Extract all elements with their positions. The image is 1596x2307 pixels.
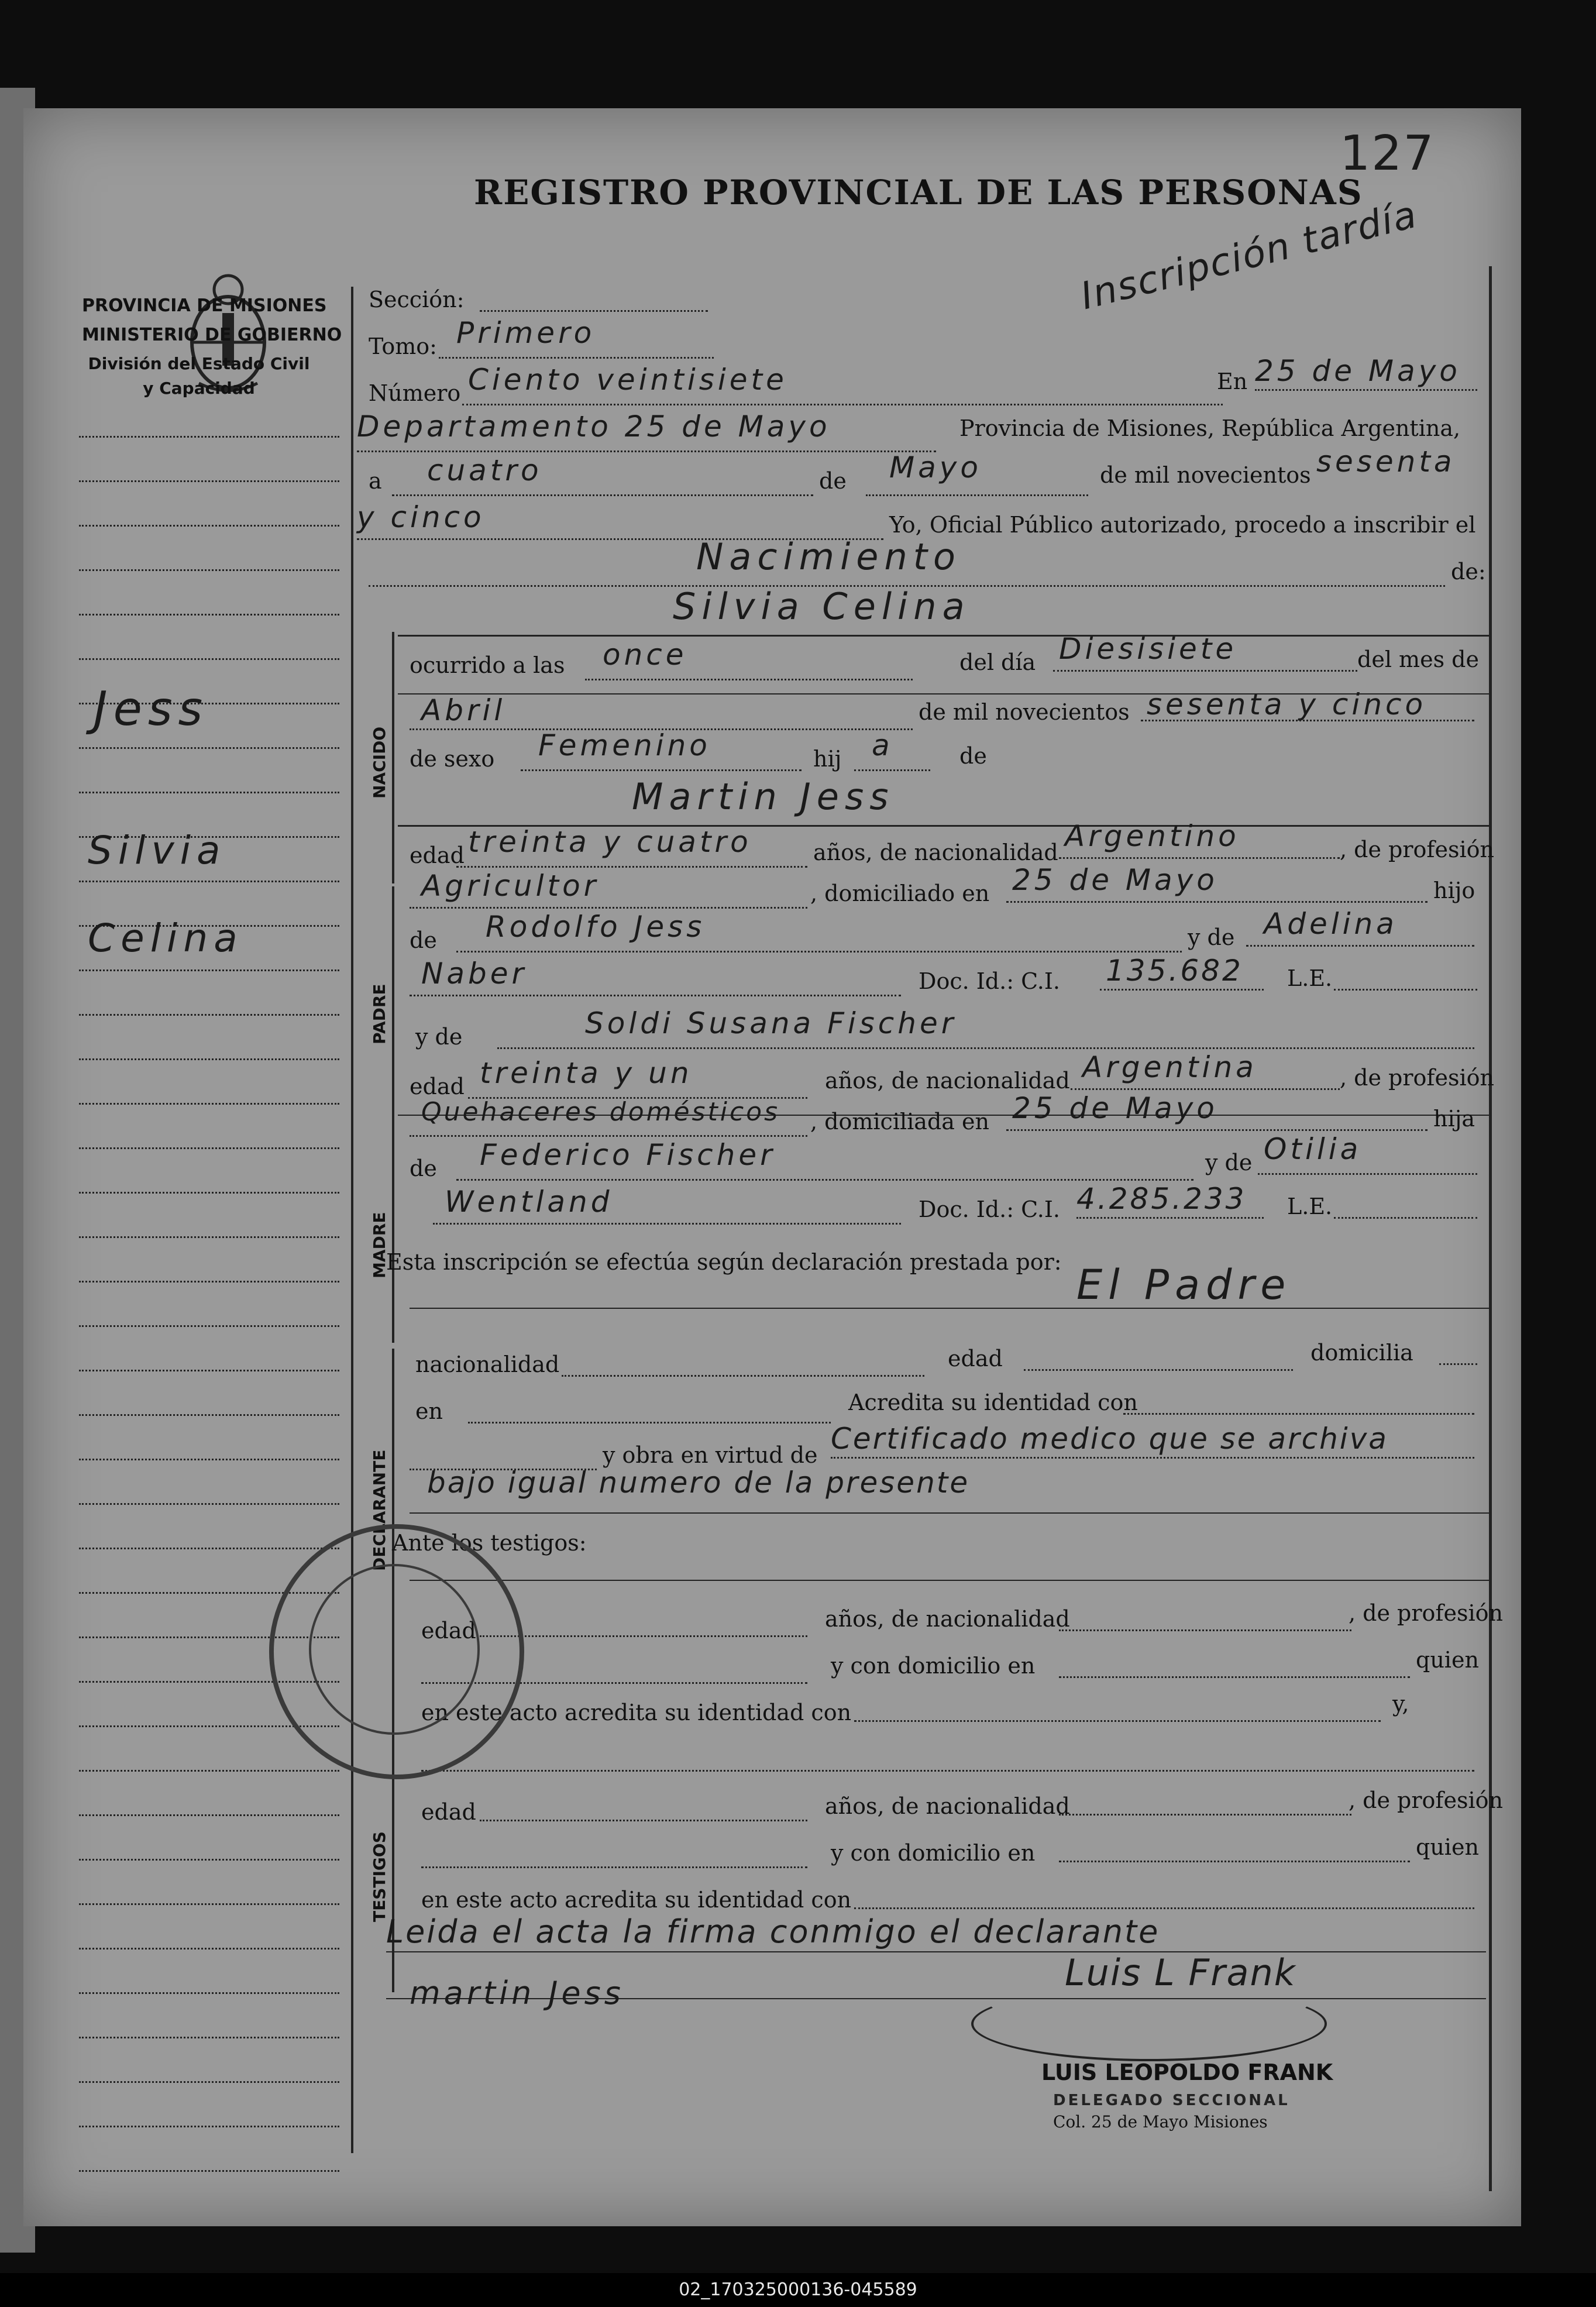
margin-line [79,747,339,749]
provincia-text: Provincia de Misiones, República Argentina, [959,415,1461,441]
sexo-label: de sexo [410,746,495,772]
madre-y-de-label: y de [415,1024,463,1050]
dia-value: cuatro [427,453,542,487]
margin-line [79,1236,339,1238]
margin-line [79,2037,339,2038]
page-title: REGISTRO PROVINCIAL DE LAS PERSONAS [474,173,1363,212]
testigos-intro: Ante los testigos: [392,1530,587,1556]
mes-value: Abril [421,693,506,727]
testigo2-dom-label: y con domicilio en [831,1840,1036,1866]
numero-label: Número [369,380,461,406]
mil-text: de mil novecientos [1100,462,1311,488]
madre-le-label: L.E. [1287,1194,1333,1219]
testigo2-quien-label: quien [1416,1834,1479,1860]
birth-record-page [23,108,1521,2226]
madre-madre-2: Wentland [445,1185,613,1219]
margin-line [79,1414,339,1416]
madre-prof-label: , de profesión [1340,1065,1494,1091]
padre-le-label: L.E. [1287,965,1333,991]
seccion-label: Sección: [369,287,465,312]
margin-line [79,1548,339,1549]
padre-dom-label: , domiciliado en [810,881,990,906]
testigo1-acredita-label: en este acto acredita su identidad con [421,1700,852,1725]
testigo1-y-label: y, [1392,1691,1409,1717]
padre-prof-label: , de profesión [1340,837,1494,862]
declarante-acredita-label: Acredita su identidad con [848,1390,1138,1415]
testigo2-edad-label: edad [421,1799,476,1825]
madre-nac-label: años, de nacionalidad [825,1068,1070,1094]
nacido-de-label: de [959,743,987,769]
margin-line [79,1992,339,1994]
declarante-obra-value: Certificado medico que se archiva [831,1422,1388,1456]
numero-value: Ciento veintisiete [468,363,787,397]
del-dia-label: del día [959,649,1036,675]
signature-flourish [971,1986,1327,2061]
nacido-side-label: NACIDO [370,726,389,799]
testigos-side-label: TESTIGOS [370,1831,389,1922]
madre-dom-label: , domiciliada en [810,1109,989,1134]
padre-madre-2: Naber [421,957,528,991]
testigo1-quien-label: quien [1416,1647,1479,1673]
nombre-value: Silvia Celina [673,585,971,628]
padre-edad-value: treinta y cuatro [468,825,752,859]
madre-prof-value: Quehaceres domésticos [421,1097,780,1127]
declarante-dom-label: domicilia [1310,1340,1413,1366]
madre-edad-value: treinta y un [480,1056,693,1090]
padre-de-label: de [410,927,437,953]
testigo1-edad-label: edad [421,1618,476,1644]
mes-value: Mayo [889,451,982,484]
padre-prof-value: Agricultor [421,869,600,903]
margin-line [79,614,339,616]
declarante-obra-label: y obra en virtud de [603,1442,818,1468]
official-place: Col. 25 de Mayo Misiones [1053,2112,1268,2131]
margin-line [79,658,339,660]
margin-line [79,1325,339,1327]
madre-de-label: de [410,1156,437,1181]
ocurrido-label: ocurrido a las [410,652,565,678]
testigo2-nac-label: años, de nacionalidad [825,1793,1070,1819]
margin-line [79,1503,339,1505]
madre-doc-value: 4.285.233 [1076,1182,1247,1216]
margin-line [79,2081,339,2083]
column-divider [351,287,353,2153]
tomo-value: Primero [456,316,596,350]
testigo1-prof-label: , de profesión [1349,1600,1503,1626]
margin-line [79,2126,339,2127]
padre-nac-label: años, de nacionalidad [813,840,1058,865]
division-label-2: y Capacidad [143,379,255,398]
right-border [1489,266,1492,2191]
handwritten-annotation: Inscripción tardía [1076,192,1422,319]
margin-line [79,2170,339,2172]
margin-line [79,969,339,971]
hora-value: once [603,638,687,672]
hij-label: hij [813,746,842,772]
page-number: 127 [1340,126,1435,181]
en-label: En [1217,369,1248,394]
official-title: DELEGADO SECCIONAL [1053,2092,1290,2109]
leida-text: Leida el acta la firma conmigo el declarante [386,1913,1160,1950]
tomo-label: Tomo: [369,333,437,359]
padre-edad-label: edad [410,843,465,868]
margin-line [79,881,339,882]
margin-line [79,1192,339,1194]
margin-surname: Jess [94,682,209,736]
padre-doc-value: 135.682 [1106,954,1243,988]
anio-value-2: y cinco [357,500,485,534]
declarante-intro: Esta inscripción se efectúa según declaración prestada por: [386,1249,1062,1275]
margin-line [79,569,339,571]
margin-line [79,1058,339,1060]
official-stamp [269,1524,524,1779]
testigo2-prof-label: , de profesión [1349,1787,1503,1813]
padre-doc-label: Doc. Id.: C.I. [919,968,1060,994]
anio-value: sesenta y cinco [1147,687,1427,721]
madre-padre: Federico Fischer [480,1138,776,1172]
margin-line [79,480,339,482]
margin-line [79,1014,339,1016]
image-id-footer: 02_170325000136-045589 [0,2273,1596,2307]
margin-line [79,1147,339,1149]
acto-value: Nacimiento [696,535,961,578]
testigo1-nac-label: años, de nacionalidad [825,1606,1070,1632]
margin-line [79,1903,339,1905]
madre-doc-label: Doc. Id.: C.I. [919,1197,1060,1222]
dia-value: Diesisiete [1059,632,1237,666]
margin-line [79,1370,339,1371]
madre-side-label: MADRE [370,1212,389,1278]
declarante-edad-label: edad [948,1346,1003,1371]
testigo2-acredita-label: en este acto acredita su identidad con [421,1887,852,1913]
madre-dom-value: 25 de Mayo [1012,1091,1218,1125]
madre-nombre: Soldi Susana Fischer [585,1006,957,1040]
testigo1-dom-label: y con domicilio en [831,1653,1036,1679]
en-value: 25 de Mayo [1255,354,1461,388]
padre-dom-value: 25 de Mayo [1012,863,1218,897]
madre-y-de2-label: y de [1205,1150,1253,1175]
yo-text: Yo, Oficial Público autorizado, procedo a inscribir el [889,512,1476,538]
anio-value: sesenta [1316,445,1456,479]
de-label: de [819,468,847,494]
margin-line [79,436,339,438]
padre-side-label: PADRE [370,984,389,1044]
division-label: División del Estado Civil [88,354,310,373]
madre-madre: Otilia [1264,1132,1362,1166]
margin-name-2: Celina [88,916,243,961]
declarante-value: El Padre [1076,1261,1292,1309]
margin-line [79,1859,339,1861]
margin-line [79,1103,339,1105]
margin-name-1: Silvia [88,828,226,873]
padre-nombre: Martin Jess [632,775,895,818]
madre-hija-label: hija [1433,1106,1475,1132]
margin-line [79,1770,339,1772]
hij-value: a [872,728,893,762]
a-label: a [369,468,382,494]
declarante-en-label: en [415,1398,443,1424]
madre-edad-label: edad [410,1074,465,1099]
signature-declarante: martin Jess [410,1975,624,2012]
margin-line [79,792,339,793]
padre-madre: Adelina [1264,907,1398,941]
sexo-value: Femenino [538,728,711,762]
declarante-side-label: DECLARANTE [370,1449,389,1571]
madre-nac-value: Argentina [1082,1050,1257,1084]
margin-line [79,1948,339,1950]
padre-y-de-label: y de [1188,924,1235,950]
margin-line [79,1281,339,1283]
mil-label: de mil novecientos [919,699,1130,725]
margin-line [79,1459,339,1460]
padre-nac-value: Argentino [1065,819,1240,853]
del-mes-label: del mes de [1357,647,1479,672]
declarante-obra-value-2: bajo igual numero de la presente [427,1466,970,1500]
padre-padre: Rodolfo Jess [486,910,706,944]
margin-line [79,1814,339,1816]
de-colon: de: [1451,559,1486,585]
province-label: PROVINCIA DE MISIONES [82,295,327,316]
padre-hijo-label: hijo [1433,878,1475,903]
official-name: LUIS LEOPOLDO FRANK [1041,2060,1333,2085]
declarante-nac-label: nacionalidad [415,1352,560,1377]
departamento-value: Departamento 25 de Mayo [357,410,831,443]
ministry-label: MINISTERIO DE GOBIERNO [82,325,342,345]
signature-official: Luis L Frank [1065,1951,1296,1994]
margin-line [79,525,339,527]
